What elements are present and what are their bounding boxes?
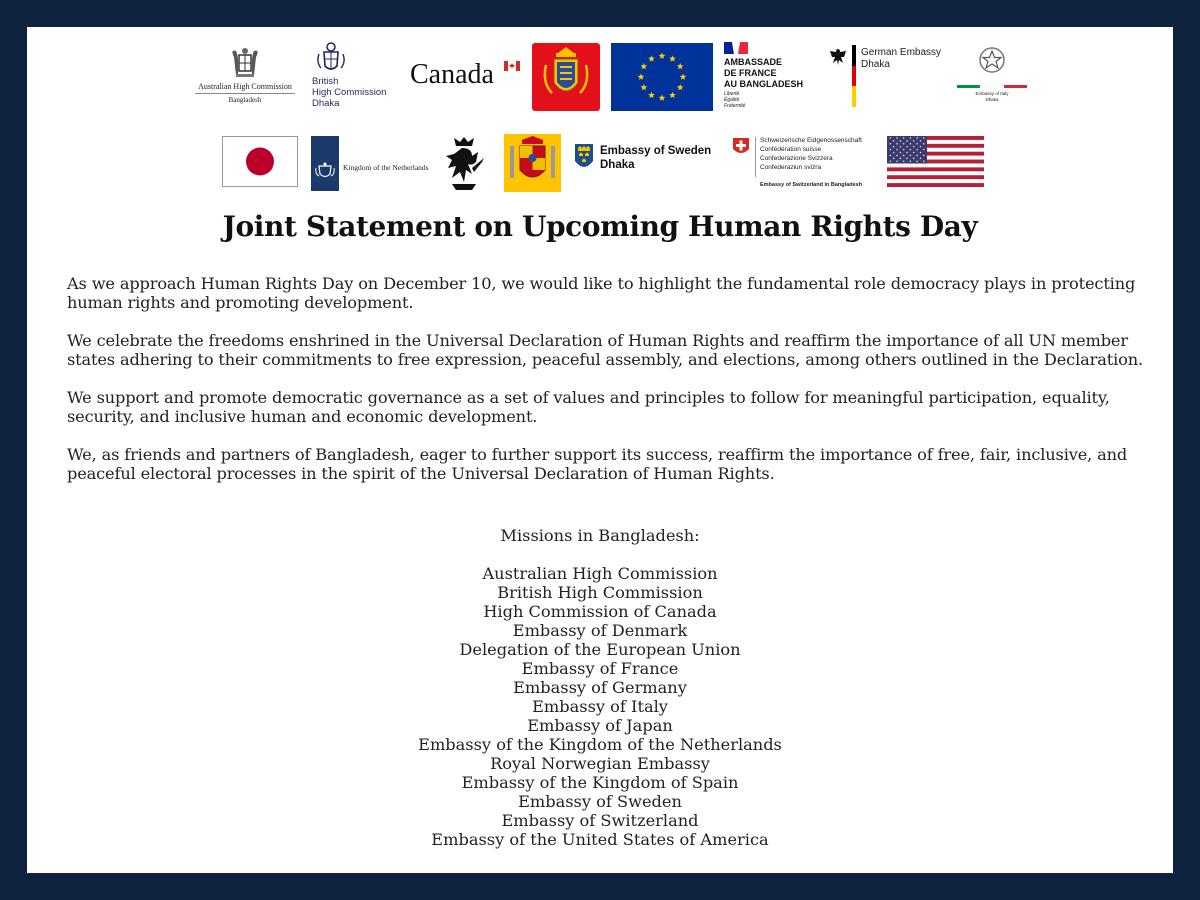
france-motto-3: Fraternité [724, 103, 746, 109]
swiss-cross-shield-icon [732, 137, 750, 157]
mission-item: High Commission of Canada [483, 602, 717, 621]
netherlands-lion-icon [315, 162, 335, 180]
mission-item: Embassy of Denmark [512, 621, 688, 640]
netherlands-blue-block [311, 136, 339, 191]
mission-item: Royal Norwegian Embassy [490, 754, 710, 773]
denmark-royal-arms-logo [532, 43, 600, 111]
italy-logo-text: Embassy of Italy Dhaka [975, 91, 1009, 102]
mission-item: Embassy of the United States of America [431, 830, 769, 849]
swiss-logo-divider [755, 137, 756, 177]
paragraph-4: We, as friends and partners of Bangladesh, eager to further support its success, reaffirm the importance of free, fair, inclusive, and peaceful electoral processes in the spirit of the Universal Declaration of Human Rights. [67, 445, 1128, 483]
mission-item: Embassy of Germany [513, 678, 687, 697]
swiss-logo-line3: Confederazione Svizzera [760, 155, 833, 162]
usa-stripe [887, 175, 984, 179]
france-logo-line2: DE FRANCE [724, 68, 777, 78]
canada-flag-icon [504, 61, 520, 71]
mission-item: Australian High Commission [482, 564, 718, 583]
japan-flag [222, 136, 298, 187]
australia-logo-line2: Bangladesh [228, 96, 262, 104]
uk-logo-line2: High Commission [312, 87, 387, 98]
uk-logo-line1: British [312, 76, 339, 87]
australian-high-commission-logo [195, 47, 295, 107]
paragraph-1: As we approach Human Rights Day on December 10, we would like to highlight the fundamental role democracy plays in protecting human rights and promoting development. [67, 274, 1136, 312]
swiss-logo-line5: Embassy of Switzerland in Bangladesh [760, 182, 863, 188]
france-logo-line3: AU BANGLADESH [724, 79, 804, 89]
missions-list [27, 564, 1173, 849]
swiss-logo-line1: Schweizerische Eidgenossenschaft [760, 137, 862, 144]
swedish-embassy-logo [574, 141, 724, 187]
marianne-flag-icon [724, 42, 748, 54]
swiss-logo-line4: Confederaziun svizra [760, 164, 822, 171]
paragraph-3: We support and promote democratic governance as a set of values and principles to follow for meaningful participation, equality, security, and inclusive human and economic development. [67, 388, 1110, 426]
mission-item: Embassy of Japan [527, 716, 673, 735]
italian-flag-bar-icon [957, 85, 1027, 88]
germany-logo-line2: Dhaka [861, 59, 890, 70]
sweden-logo-line2: Dhaka [600, 159, 635, 171]
spain-arms-logo [504, 134, 561, 192]
swiss-embassy-logo [732, 137, 882, 197]
usa-flag [887, 136, 984, 187]
paragraph-2: We celebrate the freedoms enshrined in the Universal Declaration of Human Rights and reaffirm the importance of all UN member states adhering to their commitments to free expression, peaceful assembly, and elections, among others outlined in the Declaration. [67, 331, 1143, 369]
sweden-three-crowns-icon [574, 143, 594, 173]
mission-item: Embassy of the Kingdom of the Netherlands [418, 735, 782, 754]
usa-stripe [887, 183, 984, 187]
mission-item: British High Commission [497, 583, 703, 602]
mission-item: Embassy of France [521, 659, 679, 678]
missions-heading: Missions in Bangladesh: [500, 526, 700, 545]
germany-logo-line1: German Embassy [861, 47, 942, 58]
sweden-logo-line1: Embassy of Sweden [600, 145, 712, 157]
statement-body [67, 274, 1147, 502]
french-embassy-logo [724, 42, 822, 112]
german-eagle-icon [829, 47, 847, 67]
japan-sun-disc [246, 148, 274, 176]
france-motto-2: Égalité [724, 97, 740, 103]
france-logo-line1: AMBASSADE [724, 57, 783, 67]
mission-item: Delegation of the European Union [459, 640, 741, 659]
usa-stripe [887, 167, 984, 171]
statement-title: Joint Statement on Upcoming Human Rights Day [222, 210, 978, 243]
statement-sheet [27, 27, 1173, 873]
australia-logo-line1: Australian High Commission [198, 82, 292, 91]
italian-emblem-icon [977, 45, 1007, 75]
canada-wordmark: Canada [410, 59, 494, 90]
uk-royal-arms-icon [316, 42, 346, 74]
australia-logo-divider [195, 93, 295, 94]
german-flag-bar-icon [852, 45, 856, 107]
italian-embassy-logo [952, 45, 1032, 107]
swiss-logo-line2: Confédération suisse [760, 146, 822, 153]
mission-item: Embassy of Switzerland [501, 811, 699, 830]
german-embassy-logo [827, 45, 949, 109]
norway-royal-lion-logo [442, 134, 486, 192]
australia-coat-of-arms-icon [228, 47, 262, 79]
mission-item: Embassy of the Kingdom of Spain [461, 773, 739, 792]
mission-item: Embassy of Italy [532, 697, 668, 716]
uk-logo-line3: Dhaka [312, 98, 340, 109]
european-union-flag [611, 43, 713, 111]
netherlands-logo-text: Kingdom of the Netherlands [343, 163, 429, 172]
canada-wordmark-logo [410, 59, 525, 93]
france-motto-1: Liberté [724, 91, 740, 97]
mission-item: Embassy of Sweden [518, 792, 682, 811]
british-high-commission-logo [312, 42, 402, 112]
netherlands-kingdom-logo [311, 136, 441, 191]
